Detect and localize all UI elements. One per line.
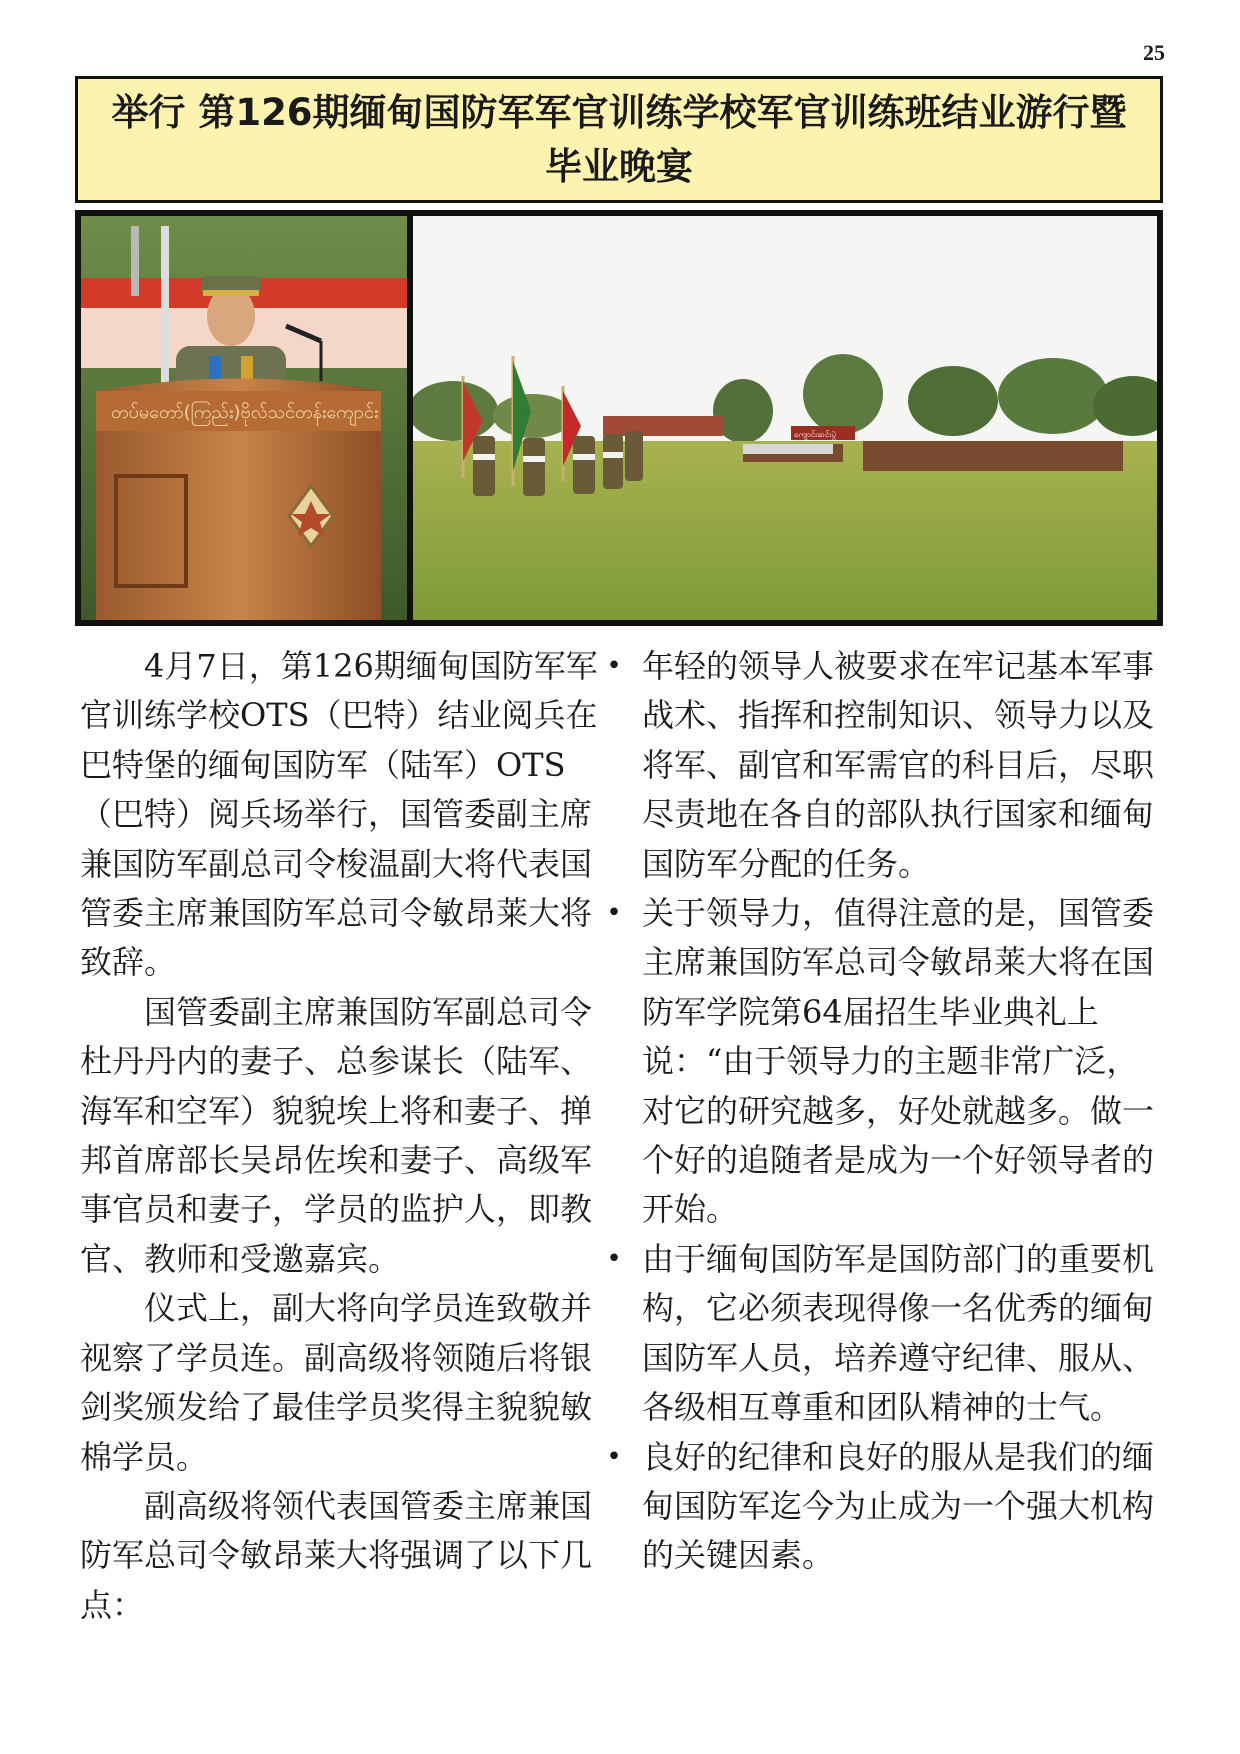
bullet-icon: •	[606, 651, 622, 681]
title-line-1: 举行 第126期缅甸国防军军官训练学校军官训练班结业游行暨	[111, 90, 1127, 134]
parade-ground-photo	[413, 216, 1157, 620]
list-item	[606, 1235, 1165, 1433]
photo-collage	[75, 210, 1163, 626]
bullet-icon: •	[606, 898, 622, 929]
podium-speaker-photo	[81, 216, 407, 620]
title-banner	[75, 76, 1163, 203]
bullet-text-4: 良好的纪律和良好的服从是我们的缅甸国防军迄今为止成为一个强大机构的关键因素。	[642, 1437, 1155, 1575]
podium-inscription: တပ်မတော်(ကြည်း)ဗိုလ်သင်တန်းကျောင်း	[111, 402, 379, 423]
bullet-list	[606, 642, 1165, 1581]
title-line-2: 毕业晚宴	[545, 144, 693, 188]
parade-banner: ကျောင်းဆင်းပွဲ	[794, 430, 836, 439]
list-item	[606, 642, 1165, 889]
right-column	[606, 642, 1165, 1581]
bullet-icon: •	[606, 1441, 622, 1472]
bullet-text-3: 由于缅甸国防军是国防部门的重要机构，它必须表现得像一名优秀的缅甸国防军人员，培养遵守纪律、服从、各级相互尊重和团队精神的士气。	[642, 1239, 1155, 1427]
list-item	[606, 1433, 1165, 1581]
paragraph-4: 副高级将领代表国管委主席兼国防军总司令敏昂莱大将强调了以下几点：	[80, 1486, 593, 1624]
bullet-icon: •	[606, 1243, 622, 1274]
bullet-text-1: 年轻的领导人被要求在牢记基本军事战术、指挥和控制知识、领导力以及将军、副官和军需官的科目后，尽职尽责地在各自的部队执行国家和缅甸国防军分配的任务。	[642, 647, 1155, 883]
list-item	[606, 889, 1165, 1235]
left-column	[80, 642, 605, 1630]
bullet-text-2: 关于领导力，值得注意的是，国管委主席兼国防军总司令敏昂莱大将在国防军学院第64届招生毕业典礼上说：“由于领导力的主题非常广泛，对它的研究越多，好处就越多。做一个好的追随者是成为一个好领导者的开始。	[642, 894, 1155, 1229]
paragraph-3: 仪式上，副大将向学员连致敬并视察了学员连。副高级将领随后将银剑奖颁发给了最佳学员奖得主貌貌敏棉学员。	[80, 1289, 593, 1476]
paragraph-1: 4月7日，第126期缅甸国防军军官训练学校OTS（巴特）结业阅兵在巴特堡的缅甸国防军（陆军）OTS（巴特）阅兵场举行，国管委副主席兼国防军副总司令梭温副大将代表国管委主席兼国防军总司令敏昂莱大将致辞。	[80, 647, 598, 982]
paragraph-2: 国管委副主席兼国防军副总司令杜丹丹内的妻子、总参谋长（陆军、海军和空军）貌貌埃上将和妻子、掸邦首席部长吴昂佐埃和妻子、高级军事官员和妻子，学员的监护人，即教官、教师和受邀嘉宾。	[80, 992, 593, 1278]
page-number: 25	[1143, 40, 1165, 65]
